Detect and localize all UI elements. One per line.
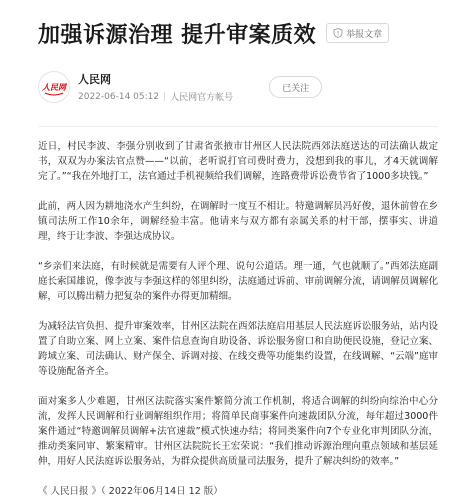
paragraph: 为减轻法官负担、提升审案效率，甘州区法院在西郊法庭启用基层人民法庭诉讼服务站，站内设置了自助立案、网上立案、案件信息查询自助设备、诉讼服务窗口和自助便民设施，登记立案、跨域立案、司法确认、财产保全、诉调对接、在线交费等功能集约设置，在线调解、“云端”庭审等设施配备齐全。 xyxy=(38,321,438,377)
author-info xyxy=(78,71,233,103)
article-meta xyxy=(78,90,233,103)
people-logo-icon xyxy=(40,73,68,101)
title-row xyxy=(38,14,438,52)
article-title: 加强诉源治理 提升审案质效 xyxy=(38,22,317,48)
author-name[interactable]: 人民网 xyxy=(78,73,111,86)
account-description: 人民网官方帐号 xyxy=(170,93,234,103)
author-avatar[interactable] xyxy=(38,71,70,103)
source-line: 《 人民日报 》（ 2022年06月14日 12 版） xyxy=(38,486,223,497)
article-body xyxy=(38,139,438,499)
meta-separator: | xyxy=(163,91,167,102)
paragraph: “乡亲们来法庭，有时候就是需要有人评个理、说句公道话。理一通，气也就顺了。”西郊法庭副庭长索国雄说，像李波与李强这样的邻里纠纷，法庭通过诉前、审前调解分流，请调解员调解化解，可以腾出精力把复杂的案件办得更加精细。 xyxy=(38,261,438,302)
header-divider xyxy=(38,126,438,127)
author-row xyxy=(38,68,438,106)
report-article-button[interactable] xyxy=(326,23,389,43)
svg-text:人民网: 人民网 xyxy=(42,82,66,92)
follow-button[interactable]: 已关注 xyxy=(269,76,322,98)
paragraph: 此前，两人因为耕地浇水产生纠纷，在调解时一度互不相让。特邀调解员冯好俊，退休前曾在乡镇司法所工作10余年，调解经验丰富。他请来与双方都有亲属关系的村干部，摆事实、讲道理，终于让李波、李强达成协议。 xyxy=(38,201,438,242)
paragraph: 近日，村民李波、李强分别收到了甘肃省张掖市甘州区人民法院西郊法庭送达的司法确认裁定书，双双为办案法官点赞——“以前，老听说打官司费时费力，没想到我的事儿，才4天就调解完了。”“我在外地打工，法官通过手机视频给我们调解，连路费带诉讼费节省了1000多块钱。” xyxy=(38,141,438,182)
paragraph: 面对案多人少难题，甘州区法院落实案件繁简分流工作机制，将适合调解的纠纷向综治中心分流，发挥人民调解和行业调解组织作用；将简单民商事案件向速裁团队分流，每年超过3000件案件通过“特邀调解员调解+法官速裁”模式快速办结；将同类案件向7个专业化审判团队分流，推动类案同审、繁案精审。甘州区法院院长王宏荣说：“我们推动诉源治理向重点领域和基层延伸，用好人民法庭诉讼服务站，为群众提供高质量司法服务，提升了解决纠纷的效率。” xyxy=(38,396,438,467)
report-article-label: 举报文章 xyxy=(346,29,383,40)
publish-date: 2022-06-14 05:12 xyxy=(78,91,160,102)
shield-icon xyxy=(333,28,343,38)
